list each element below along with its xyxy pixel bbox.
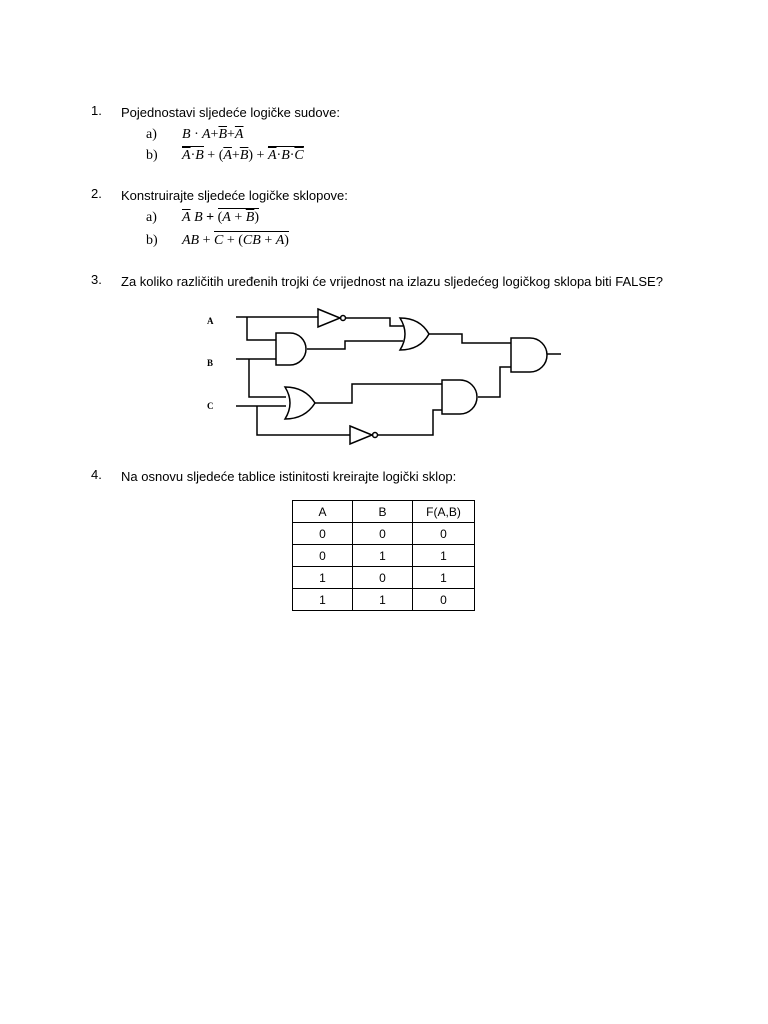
question-number: 3.	[91, 272, 102, 287]
cell: 1	[413, 545, 475, 567]
cell: 1	[293, 589, 353, 611]
or-gate-2	[285, 387, 315, 419]
table-row	[293, 545, 475, 567]
formula: $\overline{A}$ $B + (A + \overline{B})$	[182, 210, 259, 225]
table-row	[293, 567, 475, 589]
formula: $\overline{A}\cdot B + (\overline{A}+\overline{B}) + \overline{A}\cdot B\cdot\overline{C}$	[182, 148, 304, 163]
cell: 0	[293, 545, 353, 567]
and-gate-3	[442, 380, 477, 414]
wires	[236, 317, 561, 435]
or-gate-1	[400, 318, 429, 350]
not-gate-2	[350, 426, 378, 444]
question-text: Na osnovu sljedeće tablice istinitosti kreirajte logički sklop:	[121, 469, 457, 484]
question-text: Za koliko različitih uređenih trojki će vrijednost na izlazu sljedećeg logičkog sklopa biti FALSE?	[121, 274, 663, 289]
question-number: 2.	[91, 186, 102, 201]
sub-label: b)	[146, 233, 158, 248]
and-gate-final	[511, 338, 547, 372]
cell: 1	[353, 545, 413, 567]
header-b: B	[353, 501, 413, 523]
header-f: F(A,B)	[413, 501, 475, 523]
input-label-b: B	[207, 358, 214, 368]
cell: 1	[353, 589, 413, 611]
question-text: Konstruirajte sljedeće logičke sklopove:	[121, 188, 348, 203]
cell: 0	[353, 567, 413, 589]
cell: 1	[413, 567, 475, 589]
sub-label: a)	[146, 210, 157, 225]
table-header-row	[293, 501, 475, 523]
input-label-a: A	[207, 316, 214, 326]
formula: $B \cdot A+\overline{B}+\overline{A}$	[182, 127, 244, 142]
cell: 1	[293, 567, 353, 589]
header-a: A	[293, 501, 353, 523]
not-gate-1	[318, 309, 346, 327]
truth-table	[292, 500, 475, 611]
and-gate-1	[276, 333, 306, 365]
sub-label: a)	[146, 127, 157, 142]
question-text: Pojednostavi sljedeće logičke sudove:	[121, 105, 340, 120]
table-row	[293, 589, 475, 611]
cell: 0	[413, 589, 475, 611]
question-number: 4.	[91, 467, 102, 482]
cell: 0	[353, 523, 413, 545]
question-number: 1.	[91, 103, 102, 118]
sub-label: b)	[146, 148, 158, 163]
input-label-c: C	[207, 401, 214, 411]
formula: AB + C + (CB + A)	[182, 233, 289, 248]
table-row	[293, 523, 475, 545]
cell: 0	[293, 523, 353, 545]
cell: 0	[413, 523, 475, 545]
